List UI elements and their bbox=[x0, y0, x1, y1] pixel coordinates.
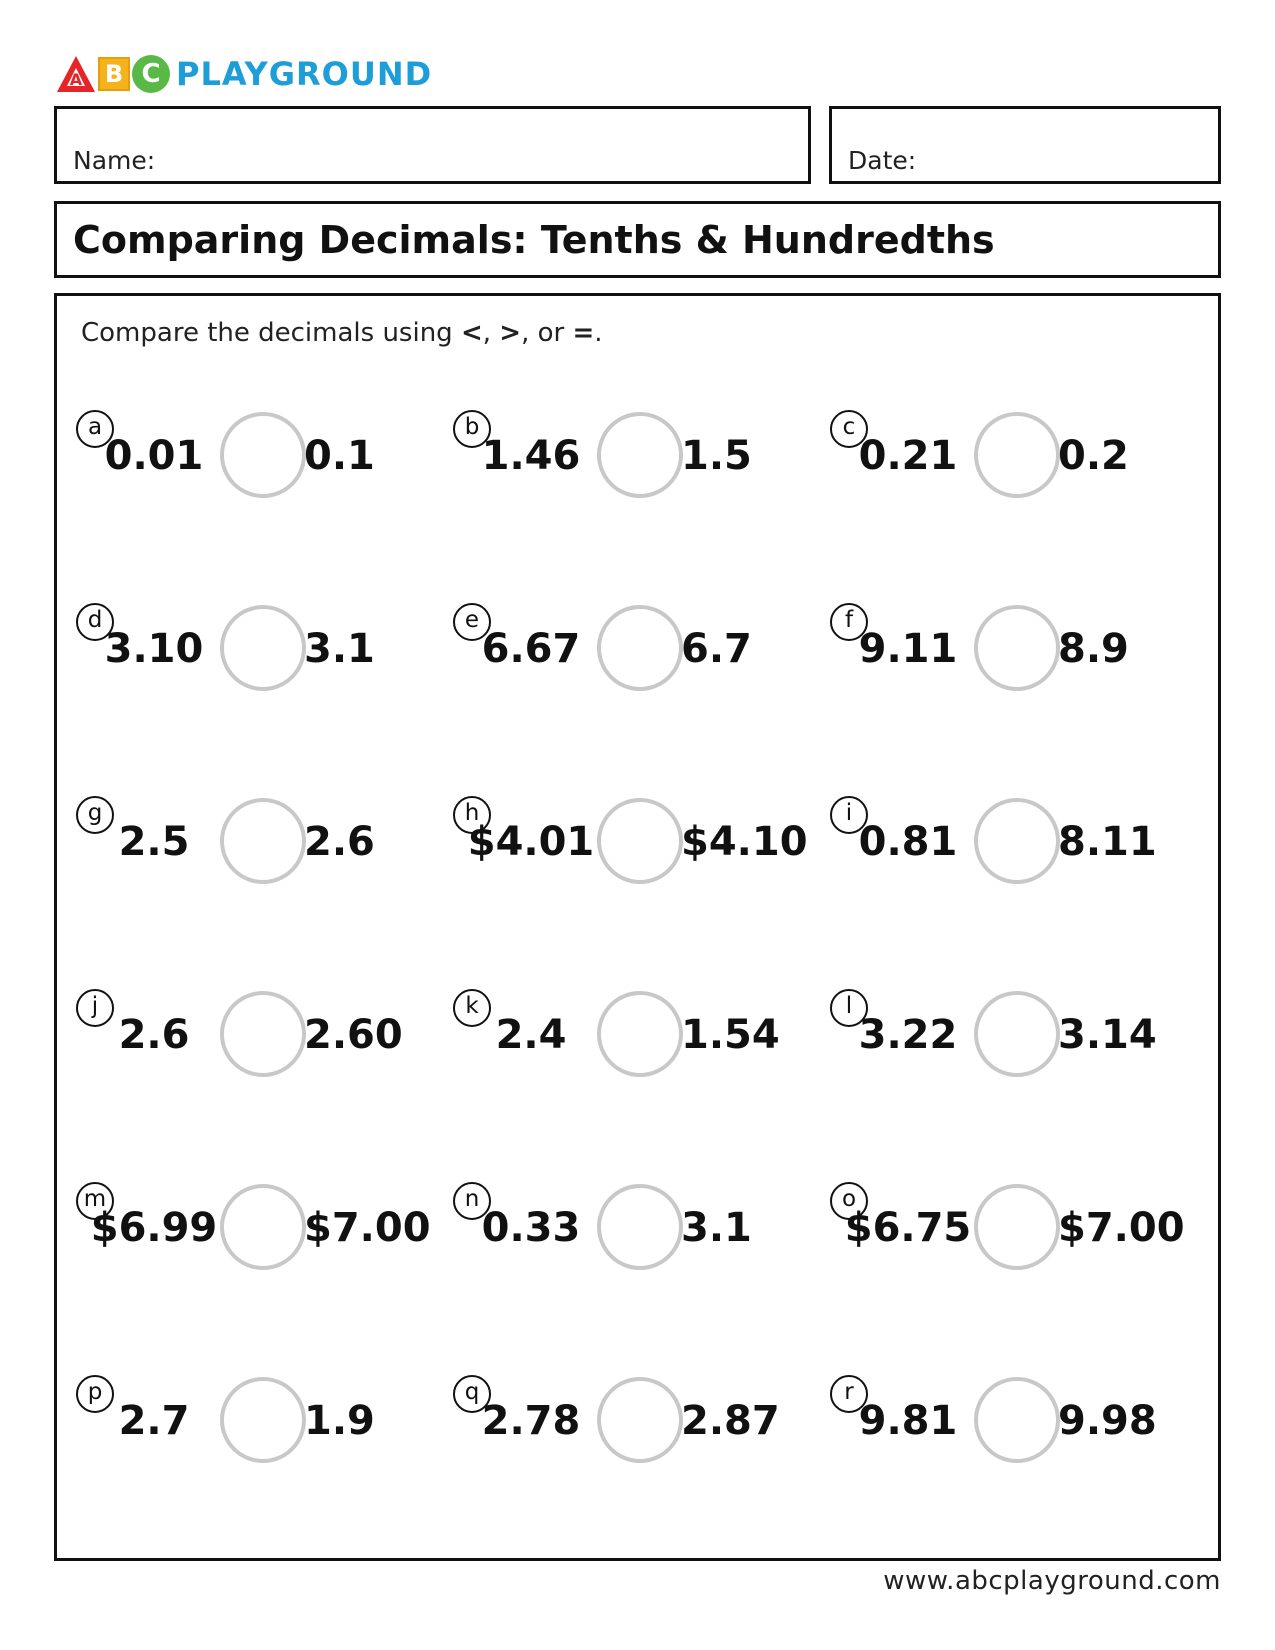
answer-circle[interactable] bbox=[974, 798, 1060, 884]
answer-circle[interactable] bbox=[597, 412, 683, 498]
answer-circle[interactable] bbox=[597, 798, 683, 884]
problem-a bbox=[76, 410, 456, 520]
left-decimal: 0.01 bbox=[104, 433, 204, 479]
right-decimal: $7.00 bbox=[1058, 1205, 1185, 1251]
logo-wordmark: PLAYGROUND bbox=[176, 55, 433, 93]
right-decimal: 1.54 bbox=[681, 1012, 780, 1058]
date-label: Date: bbox=[848, 146, 917, 175]
left-decimal: 3.10 bbox=[104, 626, 204, 672]
left-decimal: $6.75 bbox=[844, 1205, 972, 1251]
right-decimal: 2.60 bbox=[304, 1012, 403, 1058]
problem-l bbox=[830, 989, 1210, 1099]
left-decimal: $4.01 bbox=[467, 819, 595, 865]
instructions-separator: , bbox=[482, 318, 500, 348]
left-decimal: 1.46 bbox=[481, 433, 581, 479]
right-decimal: 8.9 bbox=[1058, 626, 1129, 672]
right-decimal: 6.7 bbox=[681, 626, 752, 672]
problem-f bbox=[830, 603, 1210, 713]
problem-m bbox=[76, 1182, 456, 1292]
left-decimal: 3.22 bbox=[858, 1012, 958, 1058]
right-decimal: 3.14 bbox=[1058, 1012, 1157, 1058]
problem-o bbox=[830, 1182, 1210, 1292]
right-decimal: $4.10 bbox=[681, 819, 808, 865]
problem-i bbox=[830, 796, 1210, 906]
problem-g bbox=[76, 796, 456, 906]
left-decimal: $6.99 bbox=[90, 1205, 218, 1251]
website-footer: www.abcplayground.com bbox=[883, 1566, 1221, 1596]
left-decimal: 2.7 bbox=[118, 1398, 190, 1444]
answer-circle[interactable] bbox=[974, 1377, 1060, 1463]
name-label: Name: bbox=[73, 146, 156, 175]
problem-q bbox=[453, 1375, 833, 1485]
problem-label: b bbox=[453, 410, 491, 448]
right-decimal: 9.98 bbox=[1058, 1398, 1157, 1444]
right-decimal: 2.87 bbox=[681, 1398, 780, 1444]
answer-circle[interactable] bbox=[220, 798, 306, 884]
left-decimal: 6.67 bbox=[481, 626, 581, 672]
answer-circle[interactable] bbox=[974, 605, 1060, 691]
equals-symbol: = bbox=[572, 318, 595, 348]
left-decimal: 2.5 bbox=[118, 819, 190, 865]
answer-circle[interactable] bbox=[597, 605, 683, 691]
worksheet-title: Comparing Decimals: Tenths & Hundredths bbox=[73, 218, 995, 262]
problem-b bbox=[453, 410, 833, 520]
problem-label: o bbox=[830, 1182, 868, 1220]
answer-circle[interactable] bbox=[974, 991, 1060, 1077]
greater-than-symbol: > bbox=[499, 318, 522, 348]
problem-label: q bbox=[453, 1375, 491, 1413]
problem-label: h bbox=[453, 796, 491, 834]
problem-k bbox=[453, 989, 833, 1099]
left-decimal: 2.78 bbox=[481, 1398, 581, 1444]
problem-label: f bbox=[830, 603, 868, 641]
instructions-period: . bbox=[594, 318, 603, 348]
problem-label: d bbox=[76, 603, 114, 641]
answer-circle[interactable] bbox=[974, 1184, 1060, 1270]
name-field[interactable] bbox=[54, 106, 811, 184]
left-decimal: 0.33 bbox=[481, 1205, 581, 1251]
less-than-symbol: < bbox=[460, 318, 483, 348]
problem-label: c bbox=[830, 410, 868, 448]
answer-circle[interactable] bbox=[974, 412, 1060, 498]
problem-label: a bbox=[76, 410, 114, 448]
logo-letter-c: C bbox=[132, 55, 170, 93]
left-decimal: 0.21 bbox=[858, 433, 958, 479]
problem-label: i bbox=[830, 796, 868, 834]
answer-circle[interactable] bbox=[597, 1377, 683, 1463]
right-decimal: 1.5 bbox=[681, 433, 752, 479]
problem-label: p bbox=[76, 1375, 114, 1413]
answer-circle[interactable] bbox=[597, 991, 683, 1077]
answer-circle[interactable] bbox=[220, 1377, 306, 1463]
logo-letter-a bbox=[56, 55, 96, 93]
left-decimal: 0.81 bbox=[858, 819, 958, 865]
problem-label: r bbox=[830, 1375, 868, 1413]
problem-d bbox=[76, 603, 456, 713]
left-decimal: 9.81 bbox=[858, 1398, 958, 1444]
left-decimal: 2.4 bbox=[495, 1012, 567, 1058]
problem-p bbox=[76, 1375, 456, 1485]
problem-label: e bbox=[453, 603, 491, 641]
right-decimal: 0.1 bbox=[304, 433, 375, 479]
problem-j bbox=[76, 989, 456, 1099]
right-decimal: 0.2 bbox=[1058, 433, 1129, 479]
problem-label: n bbox=[453, 1182, 491, 1220]
right-decimal: 2.6 bbox=[304, 819, 375, 865]
logo-letter-b: B bbox=[98, 57, 130, 91]
right-decimal: 3.1 bbox=[681, 1205, 752, 1251]
answer-circle[interactable] bbox=[220, 991, 306, 1077]
problem-label: k bbox=[453, 989, 491, 1027]
problem-r bbox=[830, 1375, 1210, 1485]
abc-playground-logo bbox=[56, 54, 432, 94]
problem-n bbox=[453, 1182, 833, 1292]
right-decimal: 1.9 bbox=[304, 1398, 375, 1444]
problem-label: m bbox=[76, 1182, 114, 1220]
right-decimal: 3.1 bbox=[304, 626, 375, 672]
left-decimal: 9.11 bbox=[858, 626, 958, 672]
answer-circle[interactable] bbox=[597, 1184, 683, 1270]
answer-circle[interactable] bbox=[220, 605, 306, 691]
date-field[interactable] bbox=[829, 106, 1221, 184]
problem-c bbox=[830, 410, 1210, 520]
title-bar bbox=[54, 201, 1221, 278]
left-decimal: 2.6 bbox=[118, 1012, 190, 1058]
problem-label: j bbox=[76, 989, 114, 1027]
problem-h bbox=[453, 796, 833, 906]
problem-label: g bbox=[76, 796, 114, 834]
right-decimal: $7.00 bbox=[304, 1205, 431, 1251]
svg-text:A: A bbox=[69, 70, 83, 89]
problem-label: l bbox=[830, 989, 868, 1027]
instructions-separator: , or bbox=[521, 318, 573, 348]
answer-circle[interactable] bbox=[220, 412, 306, 498]
problem-e bbox=[453, 603, 833, 713]
instructions-text: Compare the decimals using bbox=[81, 318, 461, 348]
answer-circle[interactable] bbox=[220, 1184, 306, 1270]
instructions bbox=[81, 318, 603, 348]
right-decimal: 8.11 bbox=[1058, 819, 1157, 865]
